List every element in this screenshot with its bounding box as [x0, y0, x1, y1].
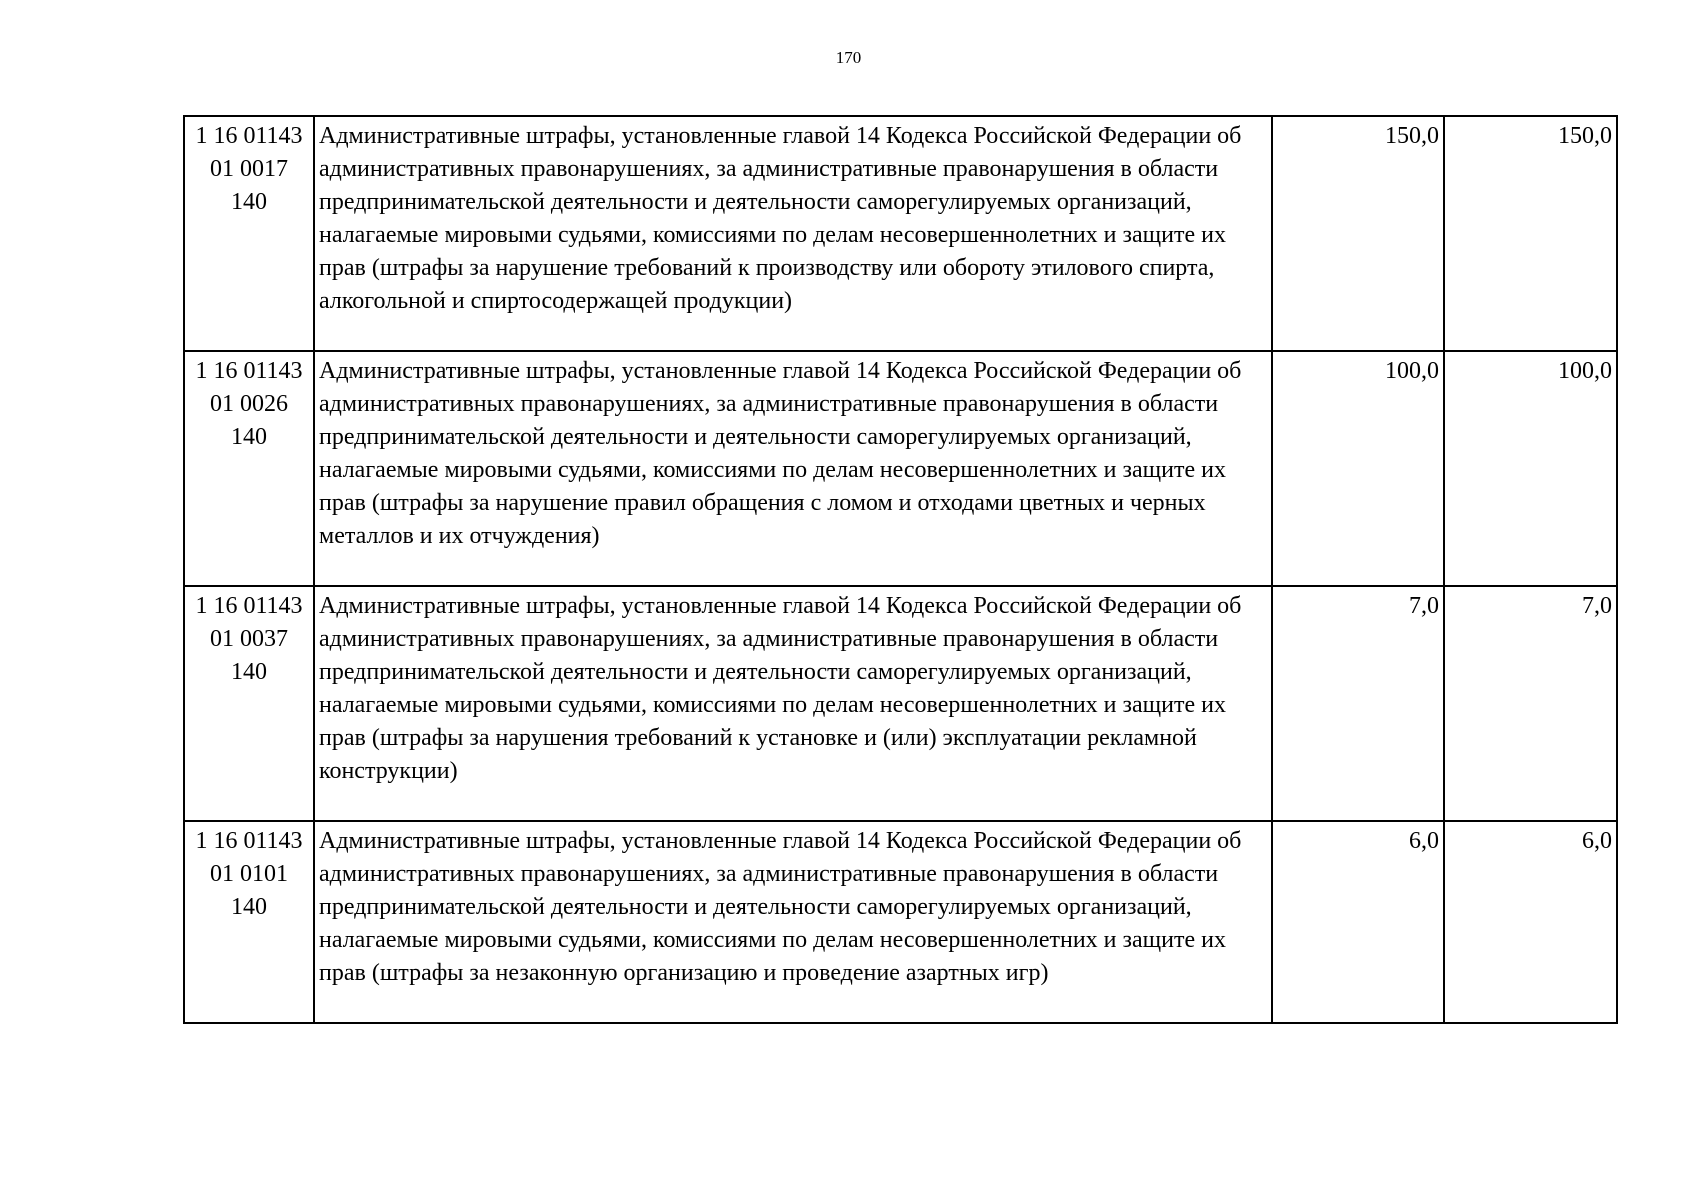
description-cell: Административные штрафы, установленные главой 14 Кодекса Российской Федерации об административных правонарушениях, за административные правонарушения в области предпринимательской деятельности и деятельности саморегулируемых организаций, налагаемые мировыми судьями, комиссиями по делам несовершеннолетних и защите их прав (штрафы за незаконную организацию и проведение азартных игр)	[314, 821, 1272, 1023]
code-part: 1 16 01143	[195, 123, 303, 149]
table-row	[184, 821, 1617, 1023]
code-part: 1 16 01143	[195, 593, 303, 619]
classification-code-cell	[184, 351, 314, 586]
code-part: 140	[231, 659, 267, 685]
code-part: 01 0026	[210, 391, 288, 417]
classification-code-cell	[184, 116, 314, 351]
code-part: 140	[231, 189, 267, 215]
amount-cell-2: 100,0	[1444, 351, 1617, 586]
table-row	[184, 116, 1617, 351]
code-part: 1 16 01143	[195, 828, 303, 854]
code-part: 01 0101	[210, 861, 288, 887]
table-row	[184, 351, 1617, 586]
amount-cell-2: 6,0	[1444, 821, 1617, 1023]
code-part: 140	[231, 894, 267, 920]
amount-cell-1: 6,0	[1272, 821, 1444, 1023]
description-cell: Административные штрафы, установленные главой 14 Кодекса Российской Федерации об административных правонарушениях, за административные правонарушения в области предпринимательской деятельности и деятельности саморегулируемых организаций, налагаемые мировыми судьями, комиссиями по делам несовершеннолетних и защите их прав (штрафы за нарушения требований к установке и (или) эксплуатации рекламной конструкции)	[314, 586, 1272, 821]
budget-table	[183, 115, 1618, 1024]
code-part: 140	[231, 424, 267, 450]
classification-code-cell	[184, 821, 314, 1023]
code-part: 01 0037	[210, 626, 288, 652]
table-row	[184, 586, 1617, 821]
code-part: 1 16 01143	[195, 358, 303, 384]
code-part: 01 0017	[210, 156, 288, 182]
amount-cell-1: 100,0	[1272, 351, 1444, 586]
page-number: 170	[835, 48, 862, 67]
amount-cell-1: 7,0	[1272, 586, 1444, 821]
amount-cell-2: 7,0	[1444, 586, 1617, 821]
classification-code-cell	[184, 586, 314, 821]
description-cell: Административные штрафы, установленные главой 14 Кодекса Российской Федерации об административных правонарушениях, за административные правонарушения в области предпринимательской деятельности и деятельности саморегулируемых организаций, налагаемые мировыми судьями, комиссиями по делам несовершеннолетних и защите их прав (штрафы за нарушение правил обращения с ломом и отходами цветных и черных металлов и их отчуждения)	[314, 351, 1272, 586]
amount-cell-2: 150,0	[1444, 116, 1617, 351]
amount-cell-1: 150,0	[1272, 116, 1444, 351]
description-cell: Административные штрафы, установленные главой 14 Кодекса Российской Федерации об административных правонарушениях, за административные правонарушения в области предпринимательской деятельности и деятельности саморегулируемых организаций, налагаемые мировыми судьями, комиссиями по делам несовершеннолетних и защите их прав (штрафы за нарушение требований к производству или обороту этилового спирта, алкогольной и спиртосодержащей продукции)	[314, 116, 1272, 351]
